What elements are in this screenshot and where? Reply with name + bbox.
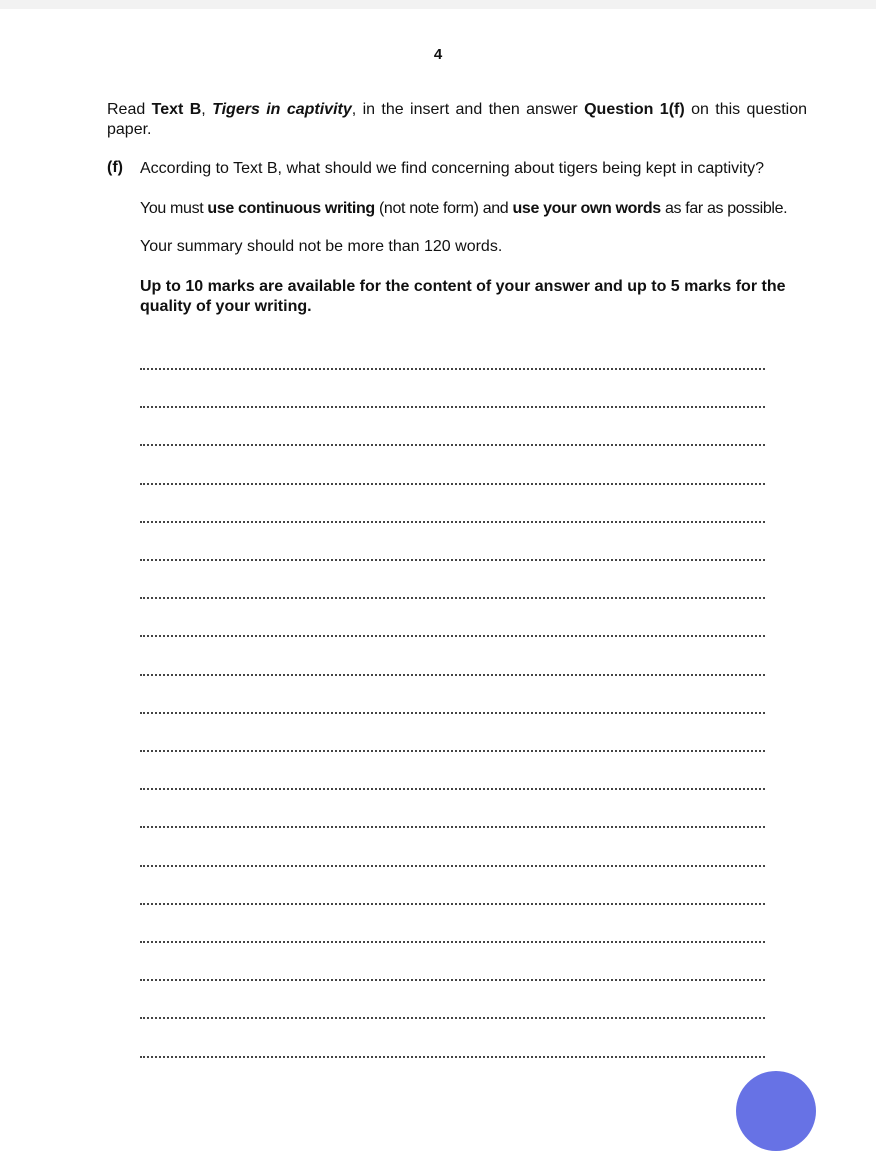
top-bar: [0, 0, 876, 9]
intro-text: on this question paper.: [107, 101, 808, 138]
answer-line[interactable]: [140, 674, 765, 676]
answer-line[interactable]: [140, 1017, 765, 1019]
answer-line[interactable]: [140, 788, 765, 790]
answer-line[interactable]: [140, 826, 765, 828]
answer-line[interactable]: [140, 521, 765, 523]
answer-line[interactable]: [140, 712, 765, 714]
floating-action-button[interactable]: [736, 1071, 816, 1151]
intro-text: Read: [107, 101, 152, 118]
answer-line[interactable]: [140, 483, 765, 485]
answer-line[interactable]: [140, 750, 765, 752]
word-limit-instruction: Your summary should not be more than 120 words.: [140, 238, 503, 255]
marks-instruction: Up to 10 marks are available for the content of your answer and up to 5 marks for the quality of your writing.: [140, 278, 786, 315]
answer-line[interactable]: [140, 635, 765, 637]
text-reference: Text B: [151, 101, 202, 118]
instruction-emphasis: use your own words: [512, 200, 661, 217]
answer-line[interactable]: [140, 1056, 765, 1058]
question-reference: Question 1(f): [584, 101, 685, 118]
answer-line[interactable]: [140, 979, 765, 981]
intro-text: ,: [201, 101, 213, 118]
instruction-text: (not note form) and: [374, 200, 513, 217]
instruction-text: as far as possible.: [660, 200, 788, 217]
writing-instruction: [140, 199, 810, 219]
answer-line[interactable]: [140, 559, 765, 561]
answer-line[interactable]: [140, 444, 765, 446]
text-title: Tigers in captivity: [212, 101, 352, 118]
question-label: (f): [107, 159, 123, 176]
answer-line[interactable]: [140, 903, 765, 905]
question-text: According to Text B, what should we find concerning about tigers being kept in captivity?: [140, 160, 765, 177]
answer-line[interactable]: [140, 941, 765, 943]
intro-instruction: [107, 100, 807, 140]
answer-line[interactable]: [140, 368, 765, 370]
page-number: 4: [433, 46, 443, 63]
answer-line[interactable]: [140, 406, 765, 408]
answer-line[interactable]: [140, 865, 765, 867]
answer-line[interactable]: [140, 597, 765, 599]
instruction-emphasis: use continuous writing: [207, 200, 375, 217]
intro-text: , in the insert and then answer: [351, 101, 585, 118]
instruction-text: You must: [140, 200, 208, 217]
